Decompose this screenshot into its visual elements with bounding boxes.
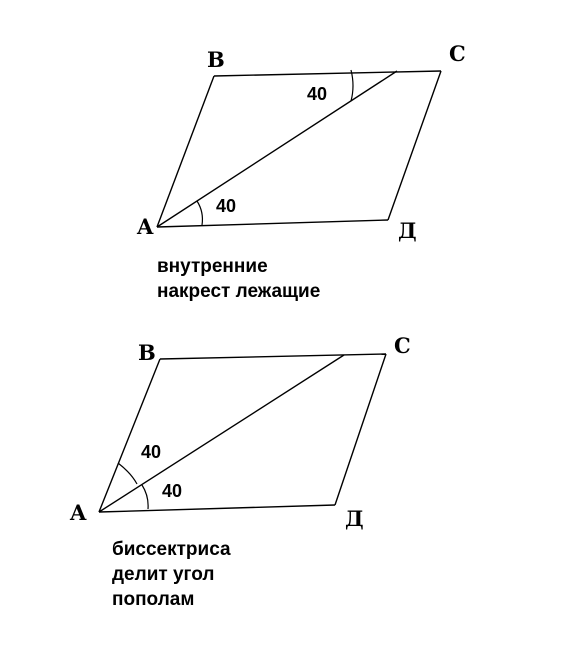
top-parallelogram [157,70,441,227]
bottom-vertex-c: C [394,333,411,358]
bottom-caption-line-2: делит угол [112,564,215,585]
top-angle-arc-a [197,201,202,225]
bottom-side-da [99,505,335,512]
bottom-angle-arc-upper [118,463,137,484]
bottom-caption-line-3: пополам [112,589,195,610]
top-caption-line-1: внутренние [157,256,268,277]
bottom-side-bc [160,354,386,359]
top-angle-arc-c [351,70,353,101]
bottom-angle-label-upper: 40 [141,442,162,462]
top-side-cd [388,71,441,220]
bottom-vertex-a: A [70,500,87,525]
top-vertex-c: C [449,41,466,66]
bottom-side-cd [335,354,386,505]
top-vertex-a: A [137,214,154,239]
bottom-angle-arc-lower [142,485,148,509]
bottom-diagonal-ac [99,355,344,512]
top-angle-label-a: 40 [216,196,237,216]
bottom-parallelogram [99,354,386,512]
bottom-side-ab [99,359,160,512]
bottom-vertex-d: Д [345,506,364,531]
top-vertex-d: Д [398,218,417,243]
top-side-da [157,220,388,227]
top-caption-line-2: накрест лежащие [157,281,321,302]
top-side-ab [157,76,214,227]
bottom-caption-line-1: биссектриса [112,539,231,560]
bottom-vertex-b: B [138,340,156,365]
top-diagonal-ac [157,71,397,227]
top-vertex-b: B [207,47,225,72]
top-angle-label-c: 40 [307,84,328,104]
top-side-bc [214,71,441,76]
bottom-angle-label-lower: 40 [162,481,183,501]
